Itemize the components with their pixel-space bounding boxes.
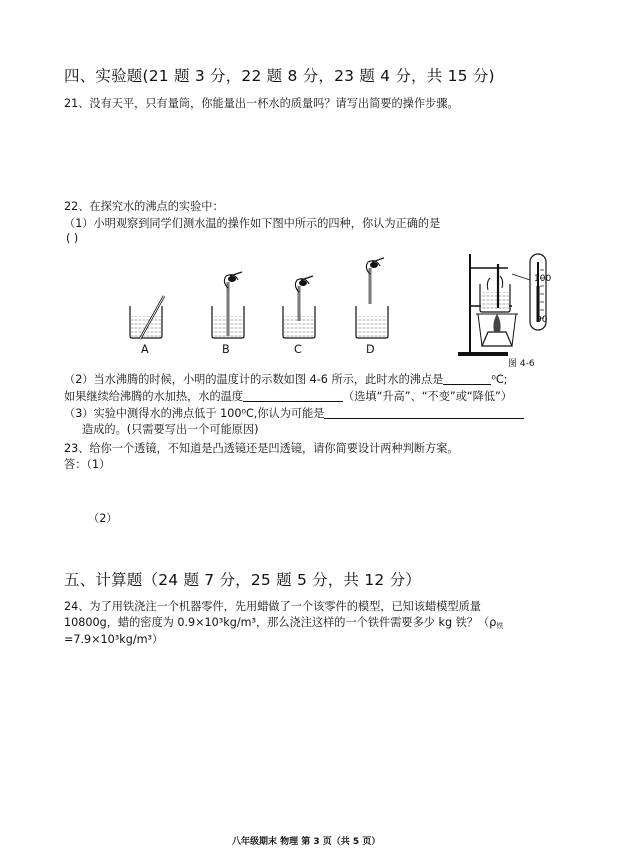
question-24-line-3: =7.9×10³kg/m³） xyxy=(64,633,164,646)
q22-2b-tail: （选填“升高”、“不变”或“降低”） xyxy=(343,390,513,403)
q24-subscript-iron: 铁 xyxy=(496,622,504,630)
question-24-line-2 xyxy=(64,614,503,631)
boiling-point-blank[interactable] xyxy=(443,373,491,385)
thermometer-figure xyxy=(120,246,580,366)
beaker-d xyxy=(356,258,388,338)
question-22-part-3a xyxy=(64,405,524,421)
section-4-heading: 四、实验题(21 题 3 分，22 题 8 分，23 题 4 分，共 15 分) xyxy=(64,67,495,85)
scale-label-90: 90 xyxy=(536,315,548,325)
reason-blank[interactable] xyxy=(324,407,524,419)
question-23: 23、给你一个透镜，不知道是凸透镜还是凹透镜，请你简要设计两种判断方案。 xyxy=(64,442,459,455)
question-21: 21、没有天平，只有量筒，你能量出一杯水的质量吗？请写出简要的操作步骤。 xyxy=(64,97,459,110)
beaker-a xyxy=(130,296,164,339)
boiling-apparatus xyxy=(458,254,546,356)
figure-caption: 图 4-6 xyxy=(508,359,535,369)
beaker-b xyxy=(212,272,244,338)
beaker-c xyxy=(283,276,315,338)
water-temp-blank[interactable] xyxy=(243,390,343,402)
figure-label-d: D xyxy=(366,343,375,356)
q22-2a-text: （2）当水沸腾的时候，小明的温度计的示数如图 4-6 所示，此时水的沸点是 xyxy=(64,373,444,386)
figure-label-a: A xyxy=(141,343,149,356)
question-22-part-2b xyxy=(64,388,512,404)
q22-3a-text: （3）实验中测得水的沸点低于 100⁰C,你认为可能是 xyxy=(64,407,325,420)
q22-2b-text: 如果继续给沸腾的水加热，水的温度 xyxy=(64,390,244,403)
question-22-title: 22、在探究水的沸点的实验中： xyxy=(64,200,224,213)
page-footer: 八年级期末 物理 第 3 页（共 5 页） xyxy=(232,837,381,847)
question-22-part-1: （1）小明观察到同学们测水温的操作如下图中所示的四种，你认为正确的是 xyxy=(64,217,441,230)
question-22-part-2a xyxy=(64,371,507,387)
question-23-answer-2: （2） xyxy=(88,512,118,525)
question-24-line-1: 24、为了用铁浇注一个机器零件，先用蜡做了一个该零件的模型，已知该蜡模型质量 xyxy=(64,600,481,613)
q22-2a-unit: ⁰C; xyxy=(491,373,508,386)
question-23-answer-1: 答：（1） xyxy=(64,458,111,471)
question-22-part-3b: 造成的。(只需要写出一个可能原因) xyxy=(82,423,259,436)
scale-label-100: 100 xyxy=(534,274,552,284)
figure-label-b: B xyxy=(222,343,230,356)
q24-line2-text: 10800g，蜡的密度为 0.9×10³kg/m³，那么浇注这样的一个铁件需要多少 kg 铁？（ρ xyxy=(64,616,497,629)
section-5-heading: 五、计算题（24 题 7 分，25 题 5 分，共 12 分） xyxy=(64,571,422,589)
figure-label-c: C xyxy=(294,343,302,356)
answer-paren: ( ) xyxy=(66,232,79,245)
